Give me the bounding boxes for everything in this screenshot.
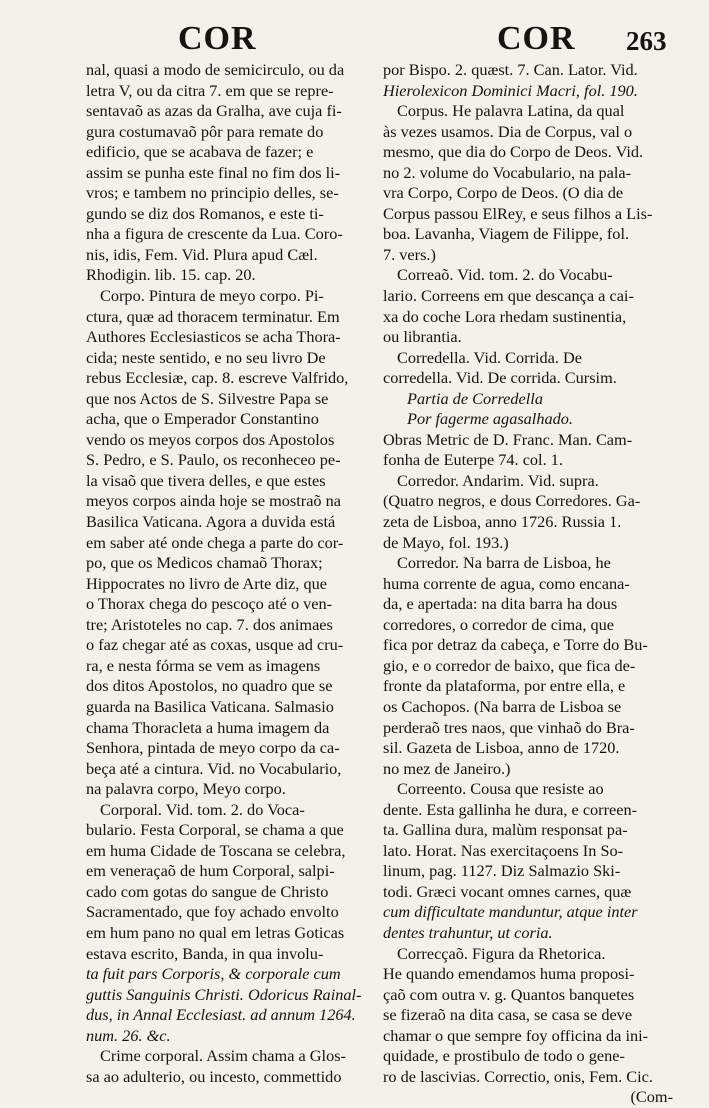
text-line: chama Thoracleta a huma imagem da	[86, 717, 330, 737]
text-line: quidade, e prostibulo de todo o gene-	[383, 1046, 625, 1066]
text-line: em hum pano no qual em letras Goticas	[86, 922, 345, 942]
text-line: tre; Aristoteles no cap. 7. dos animaes	[86, 614, 333, 634]
catchword: (Com-	[630, 1087, 673, 1107]
text-line: fica por detraz da cabeça, e Torre do Bu-	[383, 635, 648, 655]
text-line: vros; e tambem no principio delles, se-	[86, 183, 339, 203]
text-line: dus, in Annal Ecclesiast. ad annum 1264.	[86, 1005, 356, 1025]
running-head-left: COR	[178, 20, 257, 57]
text-line: ctura, quæ ad thoracem terminatur. Em	[86, 306, 340, 326]
text-line: em saber até onde chega a parte do cor-	[86, 532, 344, 552]
entry-start-line: Correcçaõ. Figura da Rhetorica.	[397, 943, 606, 963]
page-number: 263	[626, 26, 667, 56]
right-column	[383, 60, 673, 1108]
text-line: mesmo, que dia do Corpo de Deos. Vid.	[383, 142, 644, 162]
text-line: sentavaõ as azas da Gralha, ave cuja fi-	[86, 101, 342, 121]
text-line: gura costumavaõ pôr para remate do	[86, 121, 324, 141]
text-line: fonha de Euterpe 74. col. 1.	[383, 450, 563, 470]
text-line: cum difficultate manduntur, atque inter	[383, 902, 638, 922]
entry-start-line: Correaõ. Vid. tom. 2. do Vocabu-	[397, 265, 613, 285]
entry-start-line: Correento. Cousa que resiste ao	[397, 779, 604, 799]
text-line: beça até a cintura. Vid. no Vocabulario,	[86, 758, 342, 778]
text-line: letra V, ou da citra 7. em que se repre-	[86, 80, 334, 100]
text-line: dentes trahuntur, ut coria.	[383, 922, 553, 942]
text-line: nal, quasi a modo de semicirculo, ou da	[86, 60, 345, 79]
text-line: estava escrito, Banda, in qua involu-	[86, 943, 324, 963]
text-line: gundo se diz dos Romanos, e este ti-	[86, 203, 324, 223]
text-line: çaõ com outra v. g. Quantos banquetes	[383, 984, 635, 1004]
entry-start-line: Corpo. Pintura de meyo corpo. Pi-	[100, 286, 324, 306]
entry-start-line: Corredor. Andarim. Vid. supra.	[397, 470, 599, 490]
entry-start-line: Corporal. Vid. tom. 2. do Voca-	[100, 799, 305, 819]
text-line: na palavra corpo, Meyo corpo.	[86, 779, 286, 799]
text-line: 7. vers.)	[383, 244, 436, 264]
text-line: huma corrente de agua, como encana-	[383, 573, 630, 593]
text-line: vendo os meyos corpos dos Apostolos	[86, 429, 335, 449]
text-line: ta. Gallina dura, malùm responsat pa-	[383, 820, 628, 840]
text-line: lato. Horat. Nas exercitaçoens In So-	[383, 840, 624, 860]
text-line: assim se punha este final no fim dos li-	[86, 162, 341, 182]
text-line: por Bispo. 2. quæst. 7. Can. Lator. Vid.	[383, 60, 638, 79]
text-line: acha, que o Emperador Constantino	[86, 409, 319, 429]
entry-start-line: Corredella. Vid. Corrida. De	[397, 347, 582, 367]
text-line: bulario. Festa Corporal, se chama a que	[86, 820, 344, 840]
text-line: corredores, o corredor de cima, que	[383, 614, 614, 634]
text-line: sil. Gazeta de Lisboa, anno de 1720.	[383, 738, 620, 758]
text-line: ra, e nesta fórma se vem as imagens	[86, 655, 321, 675]
text-line: lario. Correens em que descança a cai-	[383, 286, 634, 306]
text-line: edificio, que se acabava de fazer; e	[86, 142, 314, 162]
text-line: guarda na Basilica Vaticana. Salmasio	[86, 696, 334, 716]
running-head-right: COR	[497, 20, 576, 57]
entry-start-line: Corpus. He palavra Latina, da qual	[397, 101, 625, 121]
text-line: nis, idis, Fem. Vid. Plura apud Cæl.	[86, 244, 318, 264]
text-line: da, e apertada: na dita barra ha dous	[383, 594, 618, 614]
text-line: ou librantia.	[383, 327, 462, 347]
verse-line: Por fagerme agasalhado.	[407, 409, 573, 429]
text-line: linum, pag. 1127. Diz Salmazio Ski-	[383, 861, 621, 881]
verse-line: Partia de Corredella	[407, 388, 543, 408]
text-line: Hierolexicon Dominici Macri, fol. 190.	[383, 80, 638, 100]
entry-start-line: Corredor. Na barra de Lisboa, he	[397, 553, 611, 573]
text-line: cado com gotas do sangue de Christo	[86, 881, 329, 901]
text-line: Obras Metric de D. Franc. Man. Cam-	[383, 429, 633, 449]
text-line: em huma Cidade de Toscana se celebra,	[86, 840, 346, 860]
text-line: Sacramentado, que foy achado envolto	[86, 902, 339, 922]
entry-start-line: Crime corporal. Assim chama a Glos-	[100, 1046, 346, 1066]
text-line: vra Corpo, Corpo de Deos. (O dia de	[383, 183, 624, 203]
text-line: no 2. volume do Vocabulario, na pala-	[383, 162, 632, 182]
text-line: xa do coche Lora rhedam sustinentia,	[383, 306, 627, 326]
text-line: os Cachopos. (Na barra de Lisboa se	[383, 696, 622, 716]
text-line: todi. Græci vocant omnes carnes, quæ	[383, 881, 632, 901]
text-line: nha a figura de crescente da Lua. Coro-	[86, 224, 343, 244]
text-line: Authores Ecclesiasticos se acha Thora-	[86, 327, 341, 347]
text-line: em veneraçaõ de hum Corporal, salpi-	[86, 861, 335, 881]
text-line: Rhodigin. lib. 15. cap. 20.	[86, 265, 256, 285]
text-line: às vezes usamos. Dia de Corpus, val o	[383, 121, 633, 141]
text-line: Basilica Vaticana. Agora a duvida está	[86, 512, 336, 532]
text-line: Corpus passou ElRey, e seus filhos a Lis-	[383, 203, 653, 223]
text-line: no mez de Janeiro.)	[383, 758, 511, 778]
text-line: (Quatro negros, e dous Corredores. Ga-	[383, 491, 641, 511]
text-line: meyos corpos ainda hoje se mostraõ na	[86, 491, 342, 511]
text-line: ro de lascivias. Correctio, onis, Fem. Cic.	[383, 1066, 653, 1086]
text-line: ta fuit pars Corporis, & corporale cum	[86, 964, 341, 984]
text-line: dente. Esta gallinha he dura, e correen-	[383, 799, 638, 819]
text-line: o faz chegar até as coxas, usque ad cru-	[86, 635, 344, 655]
text-line: He quando emendamos huma proposi-	[383, 964, 635, 984]
text-line: po, que os Medicos chamaõ Thorax;	[86, 553, 323, 573]
text-line: fronte da plataforma, por entre ella, e	[383, 676, 626, 696]
text-line: S. Pedro, e S. Paulo, os reconheceo pe-	[86, 450, 341, 470]
text-line: num. 26. &c.	[86, 1025, 171, 1045]
text-line: que nos Actos de S. Silvestre Papa se	[86, 388, 329, 408]
text-line: rebus Ecclesiæ, cap. 8. escreve Valfrido,	[86, 368, 349, 388]
text-line: dos ditos Apostolos, no quadro que se	[86, 676, 333, 696]
text-line: zeta de Lisboa, anno 1726. Russia 1.	[383, 512, 622, 532]
text-line: sa ao adulterio, ou incesto, commettido	[86, 1066, 342, 1086]
text-line: gio, e o corredor de baixo, que fica de-	[383, 655, 636, 675]
text-line: Hippocrates no livro de Arte diz, que	[86, 573, 327, 593]
text-line: o Thorax chega do pescoço até o ven-	[86, 594, 333, 614]
text-line: de Mayo, fol. 193.)	[383, 532, 509, 552]
text-line: Senhora, pintada de meyo corpo da ca-	[86, 738, 340, 758]
text-line: guttis Sanguinis Christi. Odoricus Rainal-	[86, 984, 362, 1004]
text-line: boa. Lavanha, Viagem de Filippe, fol.	[383, 224, 630, 244]
text-line: corredella. Vid. De corrida. Cursim.	[383, 368, 617, 388]
text-line: cida; neste sentido, e no seu livro De	[86, 347, 326, 367]
text-line: perderaõ tres naos, que vinhaõ do Bra-	[383, 717, 635, 737]
text-line: se fizeraõ na dita casa, se casa se deve	[383, 1005, 633, 1025]
text-line: la visaõ que tivera delles, e que estes	[86, 470, 326, 490]
left-column	[86, 60, 368, 1087]
text-line: chamar o que sempre foy officina da ini-	[383, 1025, 649, 1045]
